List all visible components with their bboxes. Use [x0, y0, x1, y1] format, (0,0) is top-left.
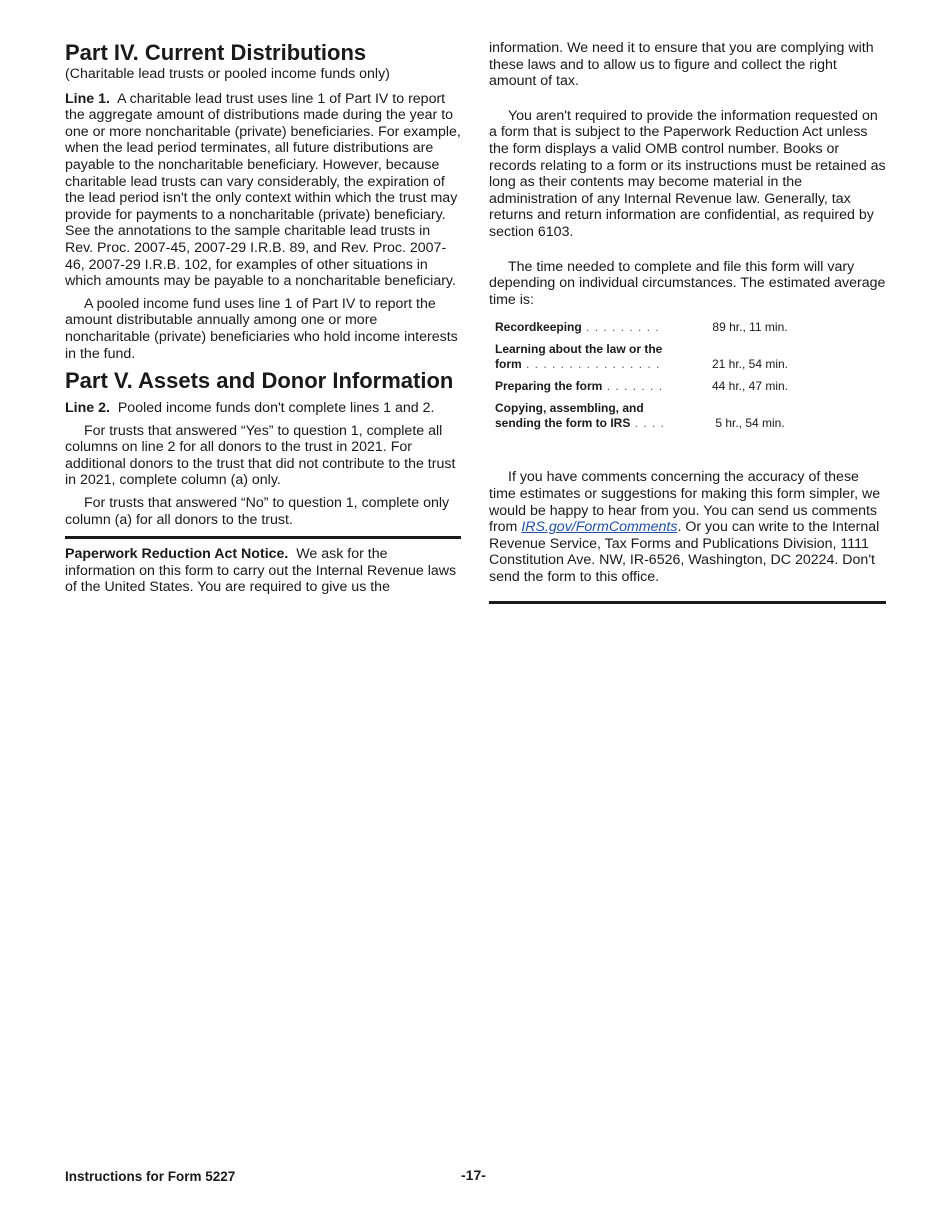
footer-form-name: Instructions for Form 5227 — [65, 1169, 236, 1184]
time-row-label: Learning about the law or the — [495, 342, 663, 357]
line1-label: Line 1. — [65, 90, 110, 107]
time-row-recordkeeping: Recordkeeping . . . . . . . . . 89 hr., 11 min. — [489, 320, 886, 335]
comments-text: If you have comments concerning the accuracy of these time estimates or suggestions for making this form simpler, we would be happy to hear from you. You can send us comments from — [489, 469, 881, 536]
pooled-income-paragraph: A pooled income fund uses line 1 of Part IV to report the amount distributable annually among one or more noncharitable (private) beneficiaries who hold income interests in the fund. — [65, 295, 458, 362]
comments-text-after: . Or you can write to the Internal Revenue Service, Tax Forms and Publications Division, 1111 Constitution Ave. NW, IR-6526, Washington, DC 20224. Don't send the form to this office. — [489, 519, 880, 585]
line1-paragraph — [65, 91, 461, 290]
time-estimate-table — [489, 320, 886, 431]
page-number: -17- — [461, 1167, 486, 1183]
time-row-label: Copying, assembling, and — [495, 401, 644, 416]
line2-label: Line 2. — [65, 400, 110, 417]
time-row-preparing: Preparing the form . . . . . . . 44 hr., 47 min. — [489, 379, 886, 394]
time-row-label-cont: form — [495, 357, 522, 372]
line1-text: A charitable lead trust uses line 1 of Part IV to report the aggregate amount of distributions made during the year to one or more noncharitable (private) beneficiaries. For example, when the lead period terminates, all future distributions are payable to the noncharitable beneficiary. However, because charitable lead trusts can vary considerably, the expiration of the lead period isn't the only context within which the trust may provide for payments to a noncharitable (private) beneficiary. See the annotations to the sample charitable lead trusts in Rev. Proc. 2007-45, 2007-29 I.R.B. 89, and Rev. Proc. 2007-46, 2007-29 I.R.B. 102, for examples of other situations in which amounts may be payable to a noncharitable beneficiary. — [65, 90, 461, 290]
time-row-value: 44 hr., 47 min. — [711, 379, 789, 394]
pra-continuation: information. We need it to ensure that you are complying with these laws and to allow us to figure and collect the right amount of tax. — [489, 40, 874, 90]
time-row-label-cont: sending the form to IRS — [495, 416, 631, 431]
left-column — [65, 40, 461, 596]
time-row-value: 89 hr., 11 min. — [712, 320, 788, 335]
form-comments-link[interactable]: IRS.gov/FormComments — [521, 519, 678, 536]
time-row-label: Preparing the form — [495, 379, 603, 394]
part4-title: Part IV. Current Distributions — [65, 40, 367, 65]
omb-paragraph: You aren't required to provide the information requested on a form that is subject to the Paperwork Reduction Act unless the form displays a valid OMB control number. Books or records relating to a form or its instructions must be retained as long as their contents may become material in the administration of any Internal Revenue law. Generally, tax returns and return information are confidential, as required by section 6103. — [489, 107, 886, 240]
pra-text: We ask for the information on this form to carry out the Internal Revenue laws of the United States. You are required to give us the — [65, 546, 457, 596]
comments-paragraph — [489, 469, 886, 585]
part5-title: Part V. Assets and Donor Information — [65, 368, 454, 394]
no-answer-paragraph: For trusts that answered “No” to question 1, complete only column (a) for all donors to the trust. — [65, 495, 450, 528]
time-estimate-intro: The time needed to complete and file this form will vary depending on individual circumstances. The estimated average time is: — [489, 258, 886, 308]
time-row-label: Recordkeeping — [495, 320, 582, 335]
time-row-copying: Copying, assembling, and sending the form to IRS . . . . 5 hr., 54 min. — [489, 401, 886, 431]
pra-paragraph — [65, 546, 461, 596]
end-divider — [489, 601, 886, 604]
time-row-value: 21 hr., 54 min. — [711, 357, 789, 372]
line2-text: Pooled income funds don't complete lines 1 and 2. — [117, 400, 435, 417]
yes-answer-paragraph: For trusts that answered “Yes” to question 1, complete all columns on line 2 for all donors to the trust in 2021. For additional donors to the trust that did not contribute to the trust in 2021, complete column (a) only. — [65, 422, 456, 489]
line2-paragraph — [65, 400, 461, 417]
time-row-learning: Learning about the law or the form . . . . . . . . . . . . . . . . 21 hr., 54 min. — [489, 342, 886, 372]
pra-label: Paperwork Reduction Act Notice. — [65, 546, 289, 563]
part4-subtitle: (Charitable lead trusts or pooled income funds only) — [65, 66, 390, 82]
section-divider — [65, 536, 461, 539]
right-column — [489, 40, 886, 604]
time-row-value: 5 hr., 54 min. — [715, 416, 785, 431]
